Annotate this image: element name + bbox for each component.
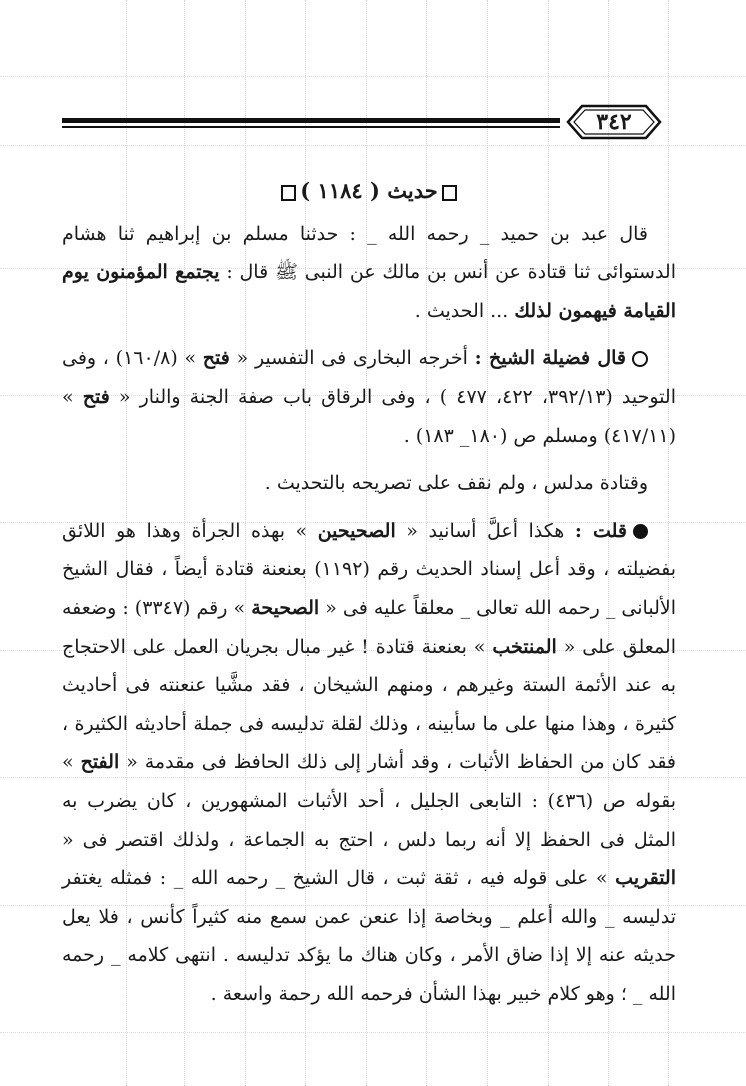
hadith-title: حديث ( ١١٨٤ ) xyxy=(300,178,438,203)
sheikh-commentary xyxy=(62,339,676,455)
scan-grid-line xyxy=(0,76,746,77)
author-label: قلت : xyxy=(574,519,627,542)
takhrij-text: » (١٦٠/٨) ، وفى التوحيد (٣٩٢/١٣، ٤٢٢، ٤٧٧ ) ، وفى الرقاق باب صفة الجنة والنار « xyxy=(62,347,676,408)
response-text: » بعنعنة قتادة ! غير مبال بجريان العمل على الاحتجاج به عند الأئمة الستة وغيرهم ، ومنهم الشيخان ، فقد مشَّيا عنعنته فى أحاديث كثيرة ، وهذا منها على ما سأبينه ، وذلك لقلة تدليسه فى جملة أحاديثه الكثيرة ، فقد كان من الحفاظ الأثبات ، وقد أشار إلى ذلك الحافظ فى مقدمة « xyxy=(62,635,677,774)
square-bullet-icon xyxy=(442,185,457,201)
source-fath: فتح xyxy=(82,385,110,408)
page-number-badge xyxy=(566,102,662,142)
author-response xyxy=(62,512,676,1014)
hadith-heading xyxy=(62,172,676,211)
response-text: هكذا أعلَّ أسانيد « xyxy=(406,519,565,542)
source-sahiha: الصحيحة xyxy=(251,596,320,619)
dot-bullet-icon xyxy=(633,524,648,539)
circle-bullet-icon xyxy=(632,351,648,367)
source-fath: الفتح xyxy=(80,751,120,774)
hadith-ending: ... الحديث . xyxy=(414,299,509,322)
hadith-matn: يجتمع المؤمنون يوم القيامة فيهمون لذلك xyxy=(62,261,676,322)
page-body xyxy=(62,172,676,1013)
source-sahihain: الصحيحين xyxy=(317,519,396,542)
takhrij-text: » (٤١٧/١١) ومسلم ص (١٨٠_ ١٨٣) . xyxy=(62,385,676,447)
response-text: » على قوله فيه ، ثقة ثبت ، قال الشيخ _ رحمه الله _ : فمثله يغتفر تدليسه _ والله أعلم _ وبخاصة إذا عنعن عمن سمع منه كثيراً كأنس ، فلا يعل حديثه عنه إلا إذا ضاق الأمر ، وكان هناك ما يؤكد تدليسه . انتهى كلامه _ رحمه الله _ ؛ وهو كلام خبير بهذا الشأن فرحمه الله رحمة واسعة . xyxy=(62,867,676,1005)
source-fath: فتح xyxy=(202,347,230,370)
tadlis-note: وقتادة مدلس ، ولم نقف على تصريحه بالتحديث . xyxy=(264,472,648,495)
sheikh-label: قال فضيلة الشيخ : xyxy=(474,347,627,370)
response-text: » بقوله ص (٤٣٦) : التابعى الجليل ، أحد الأثبات المشهورين ، كان يضرب به المثل فى الحفظ إلا أنه ربما دلس ، احتج به الجماعة ، ولذلك اقتصر فى « xyxy=(62,751,676,851)
page-number: ٣٤٢ xyxy=(596,109,632,135)
scan-grid-line xyxy=(0,145,746,146)
source-muntakhab: المنتخب xyxy=(492,635,557,658)
hadith-text xyxy=(62,215,676,331)
source-taqrib: التقريب xyxy=(615,867,676,890)
square-bullet-icon xyxy=(281,185,296,201)
response-text: » بهذه الجرأة وهذا هو اللائق بفضيلته ، وقد أعل إسناد الحديث رقم (١١٩٢) بعنعنة قتادة أيضاً ، فقال الشيخ الألبانى _ رحمه الله تعالى _ معلقاً عليه فى « xyxy=(62,519,676,619)
takhrij-text: أخرجه البخارى فى التفسير « xyxy=(236,347,468,370)
scan-grid-line xyxy=(0,1032,746,1033)
header-rule xyxy=(62,118,560,130)
response-text: » رقم (٣٣٤٧) : وضعفه المعلق على « xyxy=(62,596,676,658)
hadith-isnad: قال عبد بن حميد _ رحمه الله _ : حدثنا مسلم بن إبراهيم ثنا هشام الدستوائى ثنا قتادة عن أنس بن مالك عن النبى ﷺ قال : xyxy=(62,222,676,284)
